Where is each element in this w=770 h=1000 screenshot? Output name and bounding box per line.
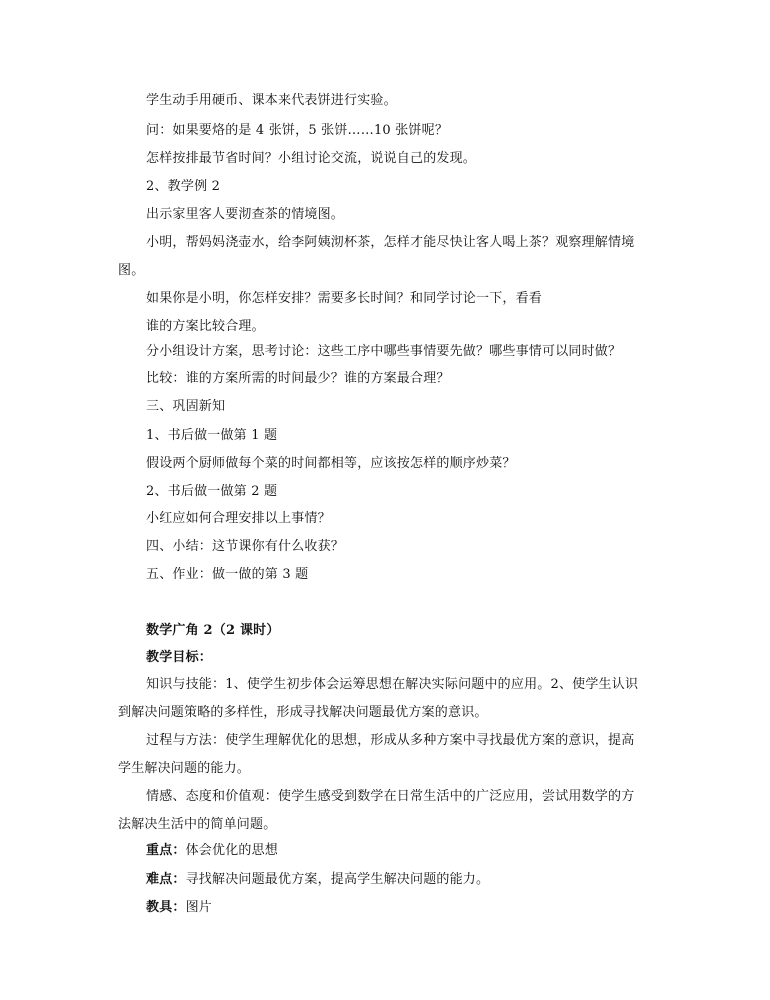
paragraph: 出示家里客人要沏查茶的情境图。 [146,207,345,222]
paragraph: 知识与技能：1、使学生初步体会运筹思想在解决实际问题中的应用。2、使学生认识 [146,677,639,692]
teaching-aids-text: 图片 [185,900,213,915]
paragraph: 如果你是小明，你怎样安排？需要多长时间？和同学讨论一下，看看 [146,291,543,306]
paragraph: 学生动手用硬币、课本来代表饼进行实验。 [146,93,397,108]
difficult-point [146,871,489,889]
paragraph-continuation: 图。 [118,263,145,278]
key-point-text: 体会优化的思想 [185,843,279,858]
paragraph: 分小组设计方案，思考讨论：这些工序中哪些事情要先做？哪些事情可以同时做？ [146,344,622,359]
paragraph: 1、书后做一做第 1 题 [146,428,278,443]
paragraph: 小明，帮妈妈浇壶水，给李阿姨沏杯茶，怎样才能尽快让客人喝上茶？观察理解情境 [146,235,635,250]
section-heading: 四、小结：这节课你有什么收获？ [146,539,345,554]
paragraph: 小红应如何合理安排以上事情？ [146,511,331,526]
paragraph: 假设两个厨师做每个菜的时间都相等，应该按怎样的顺序炒菜？ [146,456,516,471]
section-heading: 五、作业：做一做的第 3 题 [146,567,309,582]
paragraph: 情感、态度和价值观：使学生感受到数学在日常生活中的广泛应用，尝试用数学的方 [146,789,635,804]
paragraph: 2、书后做一做第 2 题 [146,484,278,499]
paragraph-continuation: 法解决生活中的简单问题。 [118,817,277,832]
paragraph: 谁的方案比较合理。 [146,319,265,334]
paragraph: 过程与方法：使学生理解优化的思想，形成从多种方案中寻找最优方案的意识，提高 [146,733,635,748]
section-heading: 三、巩固新知 [146,399,226,414]
teaching-aids [146,899,212,917]
lesson-title: 数学广角 2（2 课时） [146,623,280,638]
key-point-label: 重点： [146,843,186,858]
section-heading: 2、教学例 2 [146,179,221,194]
paragraph-continuation: 到解决问题策略的多样性，形成寻找解决问题最优方案的意识。 [118,705,488,720]
teaching-aids-label: 教具： [146,900,186,915]
paragraph: 怎样按排最节省时间？小组讨论交流，说说自己的发现。 [146,151,477,166]
paragraph: 比较：谁的方案所需的时间最少？谁的方案最合理？ [146,371,450,386]
paragraph-continuation: 学生解决问题的能力。 [118,761,251,776]
paragraph: 问：如果要烙的是 4 张饼，5 张饼……10 张饼呢？ [146,123,449,138]
difficult-point-text: 寻找解决问题最优方案，提高学生解决问题的能力。 [185,872,490,887]
difficult-point-label: 难点： [146,872,186,887]
key-point [146,842,278,860]
goals-heading: 教学目标： [146,650,213,665]
